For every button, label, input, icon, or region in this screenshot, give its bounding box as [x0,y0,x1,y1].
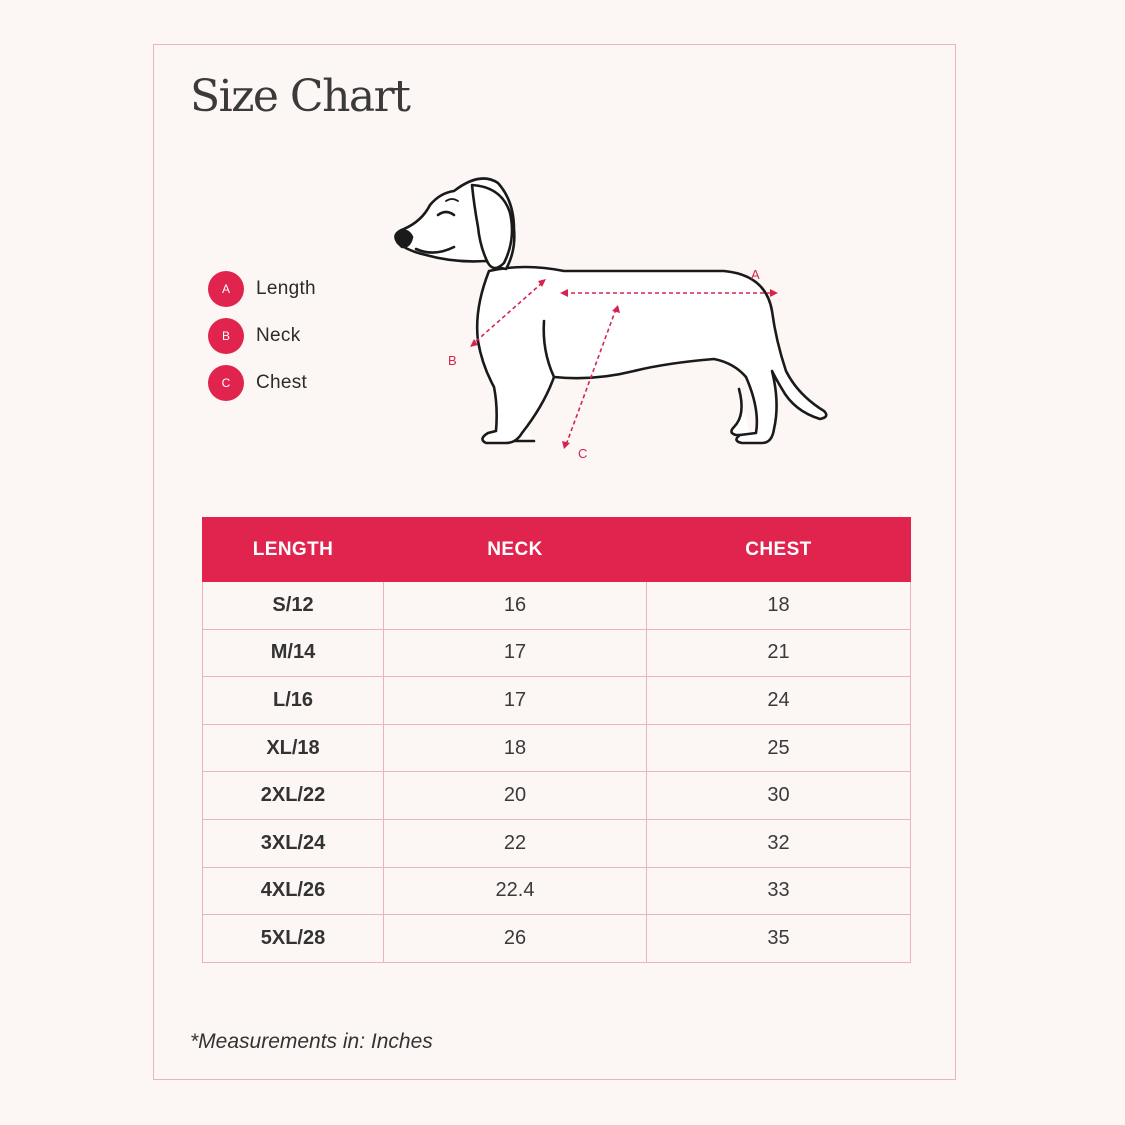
neck-cell: 16 [384,582,647,630]
chest-cell: 21 [647,629,911,677]
table-row [203,629,911,677]
table-row [203,867,911,915]
table-row [203,724,911,772]
dachshund-dog-icon [394,171,834,461]
chest-cell: 25 [647,724,911,772]
legend-badge-b: B [208,318,244,354]
marker-c: C [578,446,588,461]
legend-badge-a: A [208,271,244,307]
neck-cell: 17 [384,677,647,725]
chest-cell: 35 [647,915,911,963]
size-cell: 3XL/24 [203,819,384,867]
measurement-footnote: *Measurements in: Inches [190,1030,433,1053]
size-cell: XL/18 [203,724,384,772]
neck-cell: 17 [384,629,647,677]
legend-badge-c: C [208,365,244,401]
legend-label-neck: Neck [256,325,301,346]
chest-cell: 24 [647,677,911,725]
size-cell: M/14 [203,629,384,677]
size-cell: 2XL/22 [203,772,384,820]
chest-cell: 30 [647,772,911,820]
chest-cell: 33 [647,867,911,915]
table-row [203,677,911,725]
legend-label-length: Length [256,278,316,299]
legend-label-chest: Chest [256,372,308,393]
size-cell: L/16 [203,677,384,725]
marker-b: B [448,353,457,368]
neck-cell: 26 [384,915,647,963]
chest-cell: 18 [647,582,911,630]
size-cell: 5XL/28 [203,915,384,963]
header-neck: NECK [384,518,647,582]
legend-item-length [208,271,316,307]
size-chart-card [153,44,956,1080]
size-cell: S/12 [203,582,384,630]
size-cell: 4XL/26 [203,867,384,915]
size-table [202,517,911,963]
page-title: Size Chart [190,71,410,122]
neck-cell: 20 [384,772,647,820]
table-row [203,915,911,963]
marker-a: A [751,267,760,282]
table-header-row [203,518,911,582]
table-row [203,582,911,630]
measurement-legend [208,271,316,412]
neck-cell: 22 [384,819,647,867]
header-length: LENGTH [203,518,384,582]
legend-item-chest [208,365,316,401]
table-row [203,772,911,820]
table-row [203,819,911,867]
neck-cell: 18 [384,724,647,772]
chest-cell: 32 [647,819,911,867]
header-chest: CHEST [647,518,911,582]
neck-cell: 22.4 [384,867,647,915]
legend-item-neck [208,318,316,354]
